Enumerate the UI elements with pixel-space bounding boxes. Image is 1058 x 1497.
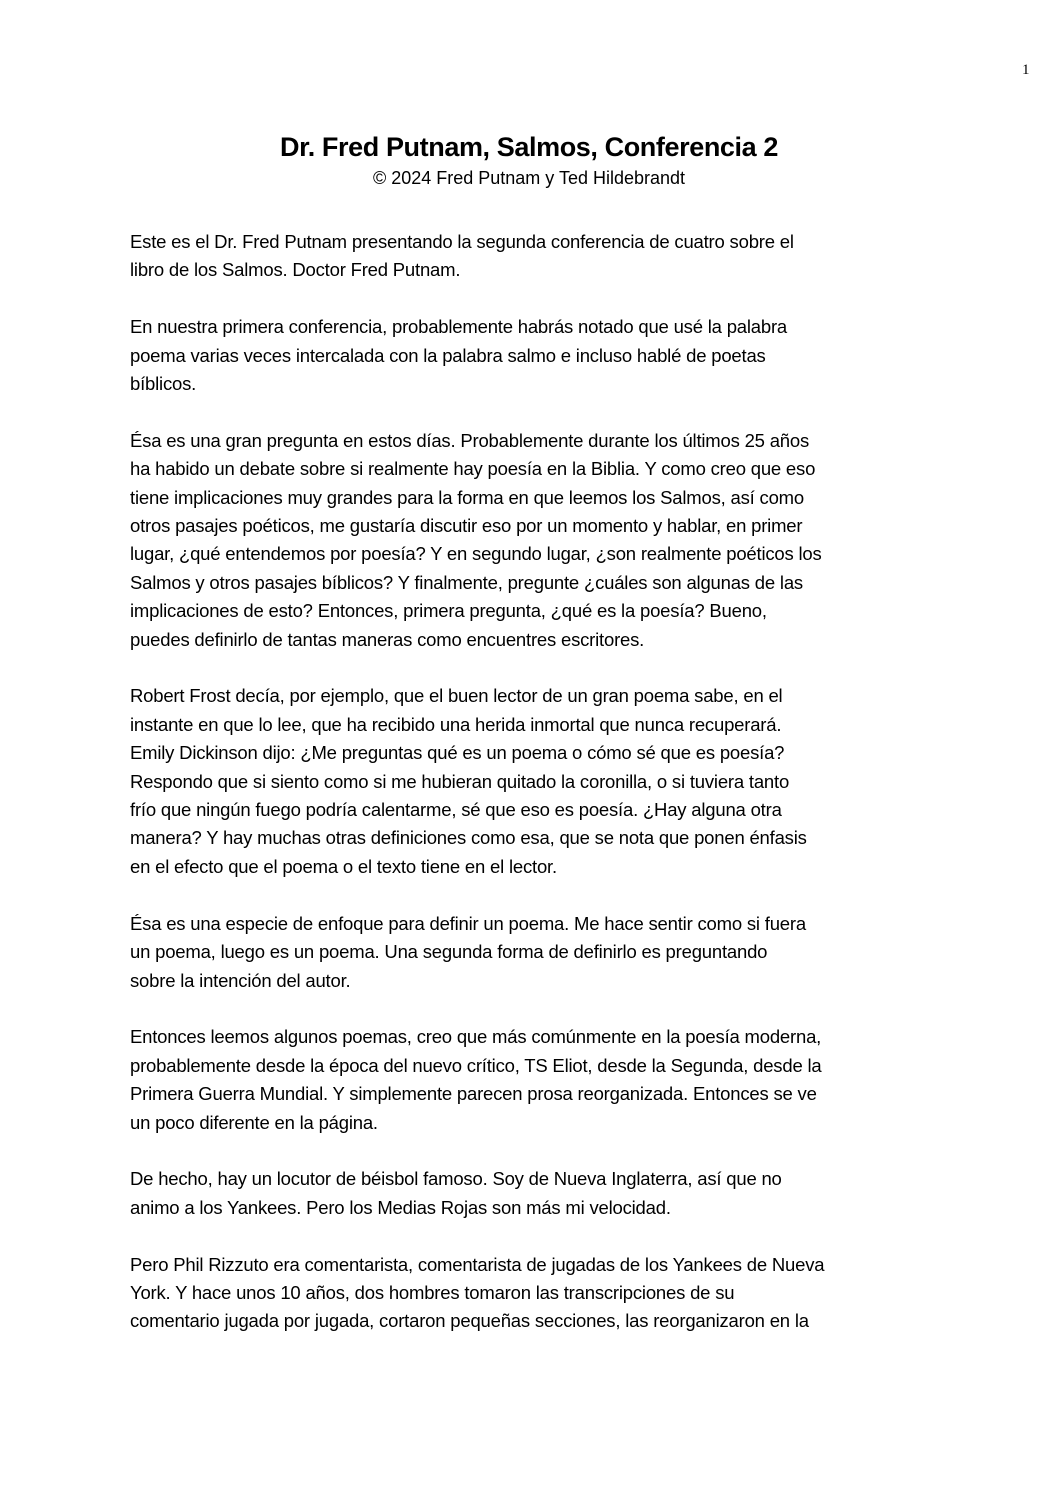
- document-title: Dr. Fred Putnam, Salmos, Conferencia 2: [280, 132, 778, 162]
- text-line: lugar, ¿qué entendemos por poesía? Y en segundo lugar, ¿son realmente poéticos los: [130, 543, 822, 565]
- text-line: ha habido un debate sobre si realmente hay poesía en la Biblia. Y como creo que eso: [130, 458, 816, 480]
- text-line: otros pasajes poéticos, me gustaría discutir eso por un momento y hablar, en primer: [130, 515, 803, 537]
- document-body: [130, 228, 930, 1364]
- text-line: bíblicos.: [130, 373, 197, 395]
- text-line: sobre la intención del autor.: [130, 969, 351, 991]
- text-line: En nuestra primera conferencia, probablemente habrás notado que usé la palabra: [130, 316, 788, 338]
- text-line: Primera Guerra Mundial. Y simplemente parecen prosa reorganizada. Entonces se ve: [130, 1083, 817, 1105]
- paragraph: [130, 313, 930, 398]
- text-line: York. Y hace unos 10 años, dos hombres tomaron las transcripciones de su: [130, 1281, 735, 1303]
- text-line: puedes definirlo de tantas maneras como encuentres escritores.: [130, 628, 645, 650]
- paragraph: [130, 682, 930, 881]
- copyright-line: © 2024 Fred Putnam y Ted Hildebrandt: [372, 168, 686, 188]
- text-line: un poema, luego es un poema. Una segunda forma de definirlo es preguntando: [130, 941, 768, 963]
- text-line: tiene implicaciones muy grandes para la forma en que leemos los Salmos, así como: [130, 486, 804, 508]
- paragraph: [130, 1165, 930, 1222]
- text-line: un poco diferente en la página.: [130, 1111, 378, 1133]
- text-line: Respondo que si siento como si me hubieran quitado la coronilla, o si tuviera tanto: [130, 770, 790, 792]
- paragraph: [130, 427, 930, 654]
- text-line: instante en que lo lee, que ha recibido una herida inmortal que nunca recuperará.: [130, 713, 782, 735]
- text-line: De hecho, hay un locutor de béisbol famoso. Soy de Nueva Inglaterra, así que no: [130, 1168, 782, 1190]
- text-line: en el efecto que el poema o el texto tiene en el lector.: [130, 855, 557, 877]
- text-line: comentario jugada por jugada, cortaron pequeñas secciones, las reorganizaron en la: [130, 1310, 809, 1332]
- text-line: Salmos y otros pasajes bíblicos? Y finalmente, pregunte ¿cuáles son algunas de las: [130, 571, 803, 593]
- text-line: Robert Frost decía, por ejemplo, que el buen lector de un gran poema sabe, en el: [130, 685, 783, 707]
- text-line: probablemente desde la época del nuevo crítico, TS Eliot, desde la Segunda, desde la: [130, 1054, 822, 1076]
- text-line: frío que ningún fuego podría calentarme, sé que eso es poesía. ¿Hay alguna otra: [130, 799, 782, 821]
- text-line: Ésa es una gran pregunta en estos días. Probablemente durante los últimos 25 años: [130, 429, 810, 451]
- text-line: manera? Y hay muchas otras definiciones como esa, que se nota que ponen énfasis: [130, 827, 807, 849]
- text-line: libro de los Salmos. Doctor Fred Putnam.: [130, 259, 461, 281]
- paragraph: [130, 228, 930, 285]
- text-line: Entonces leemos algunos poemas, creo que más comúnmente en la poesía moderna,: [130, 1026, 822, 1048]
- paragraph: [130, 1251, 930, 1336]
- text-line: Emily Dickinson dijo: ¿Me preguntas qué es un poema o cómo sé que es poesía?: [130, 742, 785, 764]
- page-number: 1: [1022, 62, 1030, 78]
- text-line: Ésa es una especie de enfoque para definir un poema. Me hace sentir como si fuera: [130, 912, 806, 934]
- text-line: poema varias veces intercalada con la palabra salmo e incluso hablé de poetas: [130, 344, 766, 366]
- text-line: Pero Phil Rizzuto era comentarista, comentarista de jugadas de los Yankees de Nueva: [130, 1253, 825, 1275]
- text-line: implicaciones de esto? Entonces, primera pregunta, ¿qué es la poesía? Bueno,: [130, 600, 767, 622]
- text-line: Este es el Dr. Fred Putnam presentando la segunda conferencia de cuatro sobre el: [130, 231, 794, 252]
- text-line: animo a los Yankees. Pero los Medias Rojas son más mi velocidad.: [130, 1196, 671, 1218]
- paragraph: [130, 910, 930, 995]
- paragraph: [130, 1023, 930, 1137]
